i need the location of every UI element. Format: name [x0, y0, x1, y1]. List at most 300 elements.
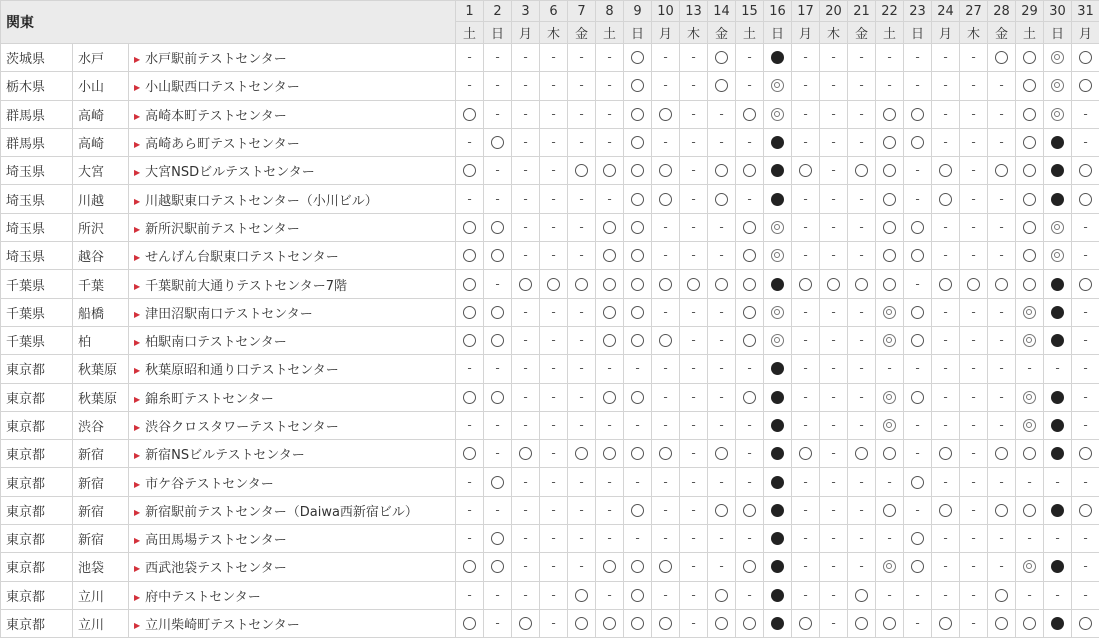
slot-cell[interactable] [736, 383, 764, 411]
slot-cell[interactable] [988, 440, 1016, 468]
slot-unavailable [484, 72, 512, 100]
slot-unavailable [932, 213, 960, 241]
slot-cell[interactable] [596, 270, 624, 298]
center-link[interactable]: 小山駅西口テストセンター [145, 80, 300, 95]
center-link[interactable]: 新宿駅前テストセンター（Daiwa西新宿ビル） [145, 505, 418, 520]
dash-icon: - [495, 589, 499, 602]
slot-cell[interactable] [624, 581, 652, 609]
slot-unavailable [960, 581, 988, 609]
slot-cell[interactable] [484, 468, 512, 496]
slot-cell[interactable] [568, 270, 596, 298]
slot-cell[interactable] [652, 157, 680, 185]
slot-unavailable [848, 553, 876, 581]
slot-cell[interactable] [932, 270, 960, 298]
slot-unavailable [960, 355, 988, 383]
slot-unavailable [568, 128, 596, 156]
slot-cell[interactable] [484, 326, 512, 354]
center-link[interactable]: 川越駅東口テストセンター（小川ビル） [145, 194, 378, 209]
slot-cell[interactable] [456, 100, 484, 128]
slot-cell[interactable] [736, 213, 764, 241]
slot-unavailable [820, 496, 848, 524]
slot-cell[interactable] [456, 242, 484, 270]
table-row [1, 128, 1099, 156]
slot-cell[interactable] [708, 72, 736, 100]
slot-cell[interactable] [484, 553, 512, 581]
slot-cell[interactable] [1016, 128, 1044, 156]
center-link[interactable]: 西武池袋テストセンター [145, 561, 287, 576]
full-filled-circle-icon [771, 476, 784, 489]
slot-cell[interactable] [568, 609, 596, 637]
center-link[interactable]: 千葉駅前大通りテストセンター7階 [145, 279, 347, 294]
slot-cell[interactable] [736, 298, 764, 326]
slot-cell[interactable] [708, 157, 736, 185]
slot-cell[interactable] [736, 609, 764, 637]
slot-cell[interactable] [764, 326, 792, 354]
available-circle-icon [463, 617, 476, 630]
slot-cell[interactable] [736, 270, 764, 298]
slot-unavailable [652, 213, 680, 241]
slot-cell[interactable] [652, 609, 680, 637]
available-circle-icon [659, 560, 672, 573]
dash-icon: - [1083, 419, 1087, 432]
slot-cell[interactable] [1016, 298, 1044, 326]
dash-icon: - [999, 108, 1003, 121]
dash-icon: - [747, 532, 751, 545]
slot-cell[interactable] [904, 213, 932, 241]
slot-cell[interactable] [904, 128, 932, 156]
dash-icon: - [831, 391, 835, 404]
slot-cell[interactable] [1072, 185, 1099, 213]
slot-cell[interactable] [988, 157, 1016, 185]
dash-icon: - [523, 221, 527, 234]
slot-cell[interactable] [624, 298, 652, 326]
slot-cell[interactable] [904, 242, 932, 270]
slot-cell[interactable] [596, 157, 624, 185]
slot-cell[interactable] [736, 100, 764, 128]
slot-cell[interactable] [904, 100, 932, 128]
slot-cell[interactable] [1016, 242, 1044, 270]
slot-cell[interactable] [1072, 609, 1099, 637]
slot-cell[interactable] [456, 440, 484, 468]
dash-icon: - [691, 617, 695, 630]
slot-cell[interactable] [596, 242, 624, 270]
slot-cell[interactable] [988, 581, 1016, 609]
slot-cell[interactable] [624, 270, 652, 298]
slot-cell[interactable] [764, 72, 792, 100]
slot-cell [1044, 609, 1072, 637]
dash-icon: - [1083, 306, 1087, 319]
slot-cell[interactable] [876, 383, 904, 411]
slot-cell[interactable] [988, 496, 1016, 524]
dash-icon: - [831, 362, 835, 375]
slot-cell[interactable] [624, 242, 652, 270]
slot-cell[interactable] [1044, 44, 1072, 72]
dash-icon: - [859, 391, 863, 404]
slot-cell[interactable] [1016, 383, 1044, 411]
slot-unavailable [960, 44, 988, 72]
slot-cell[interactable] [904, 553, 932, 581]
dash-icon: - [467, 362, 471, 375]
available-circle-icon [995, 504, 1008, 517]
slot-unavailable [512, 553, 540, 581]
slot-cell[interactable] [708, 609, 736, 637]
center-cell [129, 411, 456, 439]
slot-cell[interactable] [680, 270, 708, 298]
available-circle-icon [1079, 193, 1092, 206]
slot-cell[interactable] [904, 383, 932, 411]
slot-cell[interactable] [848, 440, 876, 468]
slot-cell[interactable] [1016, 326, 1044, 354]
available-circle-icon [939, 447, 952, 460]
schedule-body [1, 44, 1099, 638]
slot-cell[interactable] [624, 609, 652, 637]
available-circle-icon [491, 532, 504, 545]
slot-cell[interactable] [876, 440, 904, 468]
slot-unavailable [932, 383, 960, 411]
slot-cell[interactable] [708, 185, 736, 213]
slot-cell[interactable] [652, 326, 680, 354]
slot-cell[interactable] [1044, 72, 1072, 100]
slot-cell[interactable] [876, 213, 904, 241]
dash-icon: - [579, 419, 583, 432]
city-cell: 秋葉原 [73, 383, 129, 411]
dash-icon: - [915, 447, 919, 460]
slot-cell[interactable] [876, 185, 904, 213]
slot-cell[interactable] [484, 298, 512, 326]
slot-cell[interactable] [904, 525, 932, 553]
slot-unavailable [960, 383, 988, 411]
slot-cell[interactable] [624, 213, 652, 241]
slot-cell[interactable] [848, 581, 876, 609]
center-link[interactable]: 水戸駅前テストセンター [145, 52, 287, 67]
slot-cell[interactable] [624, 72, 652, 100]
available-circle-icon [715, 617, 728, 630]
slot-cell[interactable] [708, 581, 736, 609]
weekday-label: 金 [568, 22, 596, 44]
center-link[interactable]: 津田沼駅南口テストセンター [145, 307, 313, 322]
slot-cell[interactable] [708, 440, 736, 468]
slot-cell[interactable] [596, 383, 624, 411]
available-circle-icon [603, 278, 616, 291]
slot-cell[interactable] [932, 440, 960, 468]
slot-cell[interactable] [764, 100, 792, 128]
slot-cell[interactable] [1016, 496, 1044, 524]
center-cell [129, 100, 456, 128]
slot-cell[interactable] [456, 270, 484, 298]
center-link[interactable]: 錦糸町テストセンター [145, 392, 274, 407]
center-link[interactable]: 府中テストセンター [145, 590, 261, 605]
slot-cell[interactable] [456, 298, 484, 326]
slot-cell[interactable] [624, 440, 652, 468]
slot-unavailable [456, 411, 484, 439]
slot-cell[interactable] [568, 581, 596, 609]
slot-cell[interactable] [932, 185, 960, 213]
dash-icon: - [859, 419, 863, 432]
slot-unavailable [708, 355, 736, 383]
slot-cell[interactable] [876, 496, 904, 524]
slot-cell[interactable] [484, 128, 512, 156]
dash-icon: - [831, 334, 835, 347]
slot-cell[interactable] [848, 609, 876, 637]
full-filled-circle-icon [771, 193, 784, 206]
slot-cell[interactable] [876, 242, 904, 270]
few-seats-double-circle-icon [883, 334, 896, 347]
slot-cell [764, 553, 792, 581]
dash-icon: - [803, 306, 807, 319]
slot-cell[interactable] [988, 609, 1016, 637]
available-circle-icon [911, 334, 924, 347]
slot-cell[interactable] [568, 440, 596, 468]
slot-cell[interactable] [932, 496, 960, 524]
slot-cell[interactable] [904, 468, 932, 496]
slot-cell[interactable] [652, 553, 680, 581]
slot-cell[interactable] [456, 213, 484, 241]
slot-cell[interactable] [1016, 270, 1044, 298]
available-circle-icon [603, 447, 616, 460]
slot-cell[interactable] [624, 553, 652, 581]
available-circle-icon [883, 136, 896, 149]
prefecture-cell: 千葉県 [1, 298, 73, 326]
slot-cell[interactable] [736, 157, 764, 185]
center-link[interactable]: 新所沢駅前テストセンター [145, 222, 300, 237]
slot-unavailable [568, 326, 596, 354]
slot-unavailable [1072, 242, 1099, 270]
slot-cell[interactable] [652, 270, 680, 298]
slot-cell[interactable] [484, 525, 512, 553]
slot-cell[interactable] [540, 270, 568, 298]
slot-cell[interactable] [512, 440, 540, 468]
slot-cell[interactable] [1044, 242, 1072, 270]
slot-cell[interactable] [1072, 440, 1099, 468]
slot-cell[interactable] [568, 157, 596, 185]
slot-cell[interactable] [792, 157, 820, 185]
slot-unavailable [540, 213, 568, 241]
slot-cell[interactable] [624, 157, 652, 185]
slot-cell[interactable] [484, 383, 512, 411]
slot-unavailable [960, 525, 988, 553]
slot-unavailable [960, 100, 988, 128]
center-link[interactable]: 渋谷クロスタワーテストセンター [145, 420, 339, 435]
slot-cell[interactable] [596, 326, 624, 354]
slot-cell[interactable] [456, 609, 484, 637]
slot-cell[interactable] [876, 128, 904, 156]
slot-cell[interactable] [456, 326, 484, 354]
available-circle-icon [995, 447, 1008, 460]
slot-cell[interactable] [1016, 157, 1044, 185]
dash-icon: - [663, 51, 667, 64]
dash-icon: - [803, 334, 807, 347]
slot-cell[interactable] [708, 44, 736, 72]
slot-cell[interactable] [1072, 157, 1099, 185]
slot-cell[interactable] [484, 213, 512, 241]
center-link[interactable]: 高田馬場テストセンター [145, 533, 287, 548]
slot-unavailable [848, 411, 876, 439]
slot-cell[interactable] [708, 270, 736, 298]
slot-unavailable [652, 128, 680, 156]
slot-cell[interactable] [1072, 72, 1099, 100]
slot-cell[interactable] [876, 100, 904, 128]
slot-cell[interactable] [624, 128, 652, 156]
slot-unavailable [792, 128, 820, 156]
slot-cell[interactable] [708, 496, 736, 524]
slot-cell[interactable] [736, 326, 764, 354]
slot-cell[interactable] [1016, 100, 1044, 128]
slot-cell[interactable] [792, 440, 820, 468]
slot-cell[interactable] [596, 440, 624, 468]
slot-cell[interactable] [988, 270, 1016, 298]
dash-icon: - [887, 51, 891, 64]
slot-unavailable [932, 72, 960, 100]
slot-cell[interactable] [484, 242, 512, 270]
dash-icon: - [859, 221, 863, 234]
slot-unavailable [484, 157, 512, 185]
slot-cell[interactable] [1044, 213, 1072, 241]
slot-unavailable [792, 553, 820, 581]
dash-icon: - [551, 504, 555, 517]
slot-cell[interactable] [512, 270, 540, 298]
available-circle-icon [883, 504, 896, 517]
link-arrow-icon: ▶ [134, 310, 140, 319]
slot-cell[interactable] [960, 270, 988, 298]
slot-cell[interactable] [456, 383, 484, 411]
slot-cell[interactable] [820, 270, 848, 298]
slot-cell[interactable] [652, 440, 680, 468]
center-link[interactable]: 高崎本町テストセンター [145, 109, 287, 124]
slot-cell[interactable] [652, 185, 680, 213]
center-link[interactable]: せんげん台駅東口テストセンター [145, 250, 339, 265]
slot-cell[interactable] [1072, 270, 1099, 298]
slot-cell[interactable] [736, 553, 764, 581]
slot-unavailable [596, 72, 624, 100]
city-cell: 所沢 [73, 213, 129, 241]
slot-cell[interactable] [792, 609, 820, 637]
slot-cell[interactable] [512, 609, 540, 637]
slot-cell[interactable] [624, 383, 652, 411]
dash-icon: - [551, 362, 555, 375]
dash-icon: - [495, 617, 499, 630]
slot-cell[interactable] [904, 326, 932, 354]
slot-unavailable [848, 355, 876, 383]
slot-cell[interactable] [1016, 553, 1044, 581]
slot-cell[interactable] [596, 298, 624, 326]
dash-icon: - [831, 249, 835, 262]
slot-cell[interactable] [596, 213, 624, 241]
available-circle-icon [743, 504, 756, 517]
slot-cell[interactable] [1072, 496, 1099, 524]
dash-icon: - [887, 362, 891, 375]
slot-cell[interactable] [624, 496, 652, 524]
center-link[interactable]: 高崎あら町テストセンター [145, 137, 300, 152]
dash-icon: - [551, 221, 555, 234]
slot-cell[interactable] [652, 100, 680, 128]
slot-cell[interactable] [456, 553, 484, 581]
slot-cell[interactable] [876, 326, 904, 354]
slot-cell[interactable] [1016, 72, 1044, 100]
slot-cell[interactable] [876, 609, 904, 637]
slot-cell[interactable] [1016, 411, 1044, 439]
slot-cell[interactable] [932, 157, 960, 185]
slot-cell[interactable] [764, 242, 792, 270]
slot-cell[interactable] [764, 298, 792, 326]
link-arrow-icon: ▶ [134, 83, 140, 92]
slot-cell[interactable] [1016, 440, 1044, 468]
slot-cell[interactable] [1016, 185, 1044, 213]
center-link[interactable]: 柏駅南口テストセンター [145, 335, 287, 350]
full-filled-circle-icon [1051, 504, 1064, 517]
slot-unavailable [484, 270, 512, 298]
day-number: 24 [932, 1, 960, 22]
slot-cell[interactable] [876, 270, 904, 298]
dash-icon: - [803, 391, 807, 404]
slot-cell[interactable] [736, 242, 764, 270]
dash-icon: - [663, 136, 667, 149]
slot-unavailable [820, 242, 848, 270]
full-filled-circle-icon [771, 532, 784, 545]
slot-cell[interactable] [876, 157, 904, 185]
center-link[interactable]: 立川柴崎町テストセンター [145, 618, 300, 633]
slot-cell[interactable] [624, 185, 652, 213]
dash-icon: - [607, 419, 611, 432]
slot-unavailable [512, 100, 540, 128]
slot-cell[interactable] [876, 411, 904, 439]
slot-unavailable [848, 185, 876, 213]
available-circle-icon [603, 334, 616, 347]
slot-cell[interactable] [904, 298, 932, 326]
center-cell [129, 326, 456, 354]
slot-cell[interactable] [736, 496, 764, 524]
slot-cell[interactable] [764, 213, 792, 241]
slot-cell[interactable] [848, 270, 876, 298]
slot-cell[interactable] [1016, 44, 1044, 72]
slot-cell[interactable] [876, 298, 904, 326]
center-link[interactable]: 秋葉原昭和通り口テストセンター [145, 363, 339, 378]
slot-unavailable [820, 468, 848, 496]
slot-cell[interactable] [1072, 44, 1099, 72]
table-row [1, 72, 1099, 100]
dash-icon: - [523, 589, 527, 602]
slot-cell[interactable] [596, 553, 624, 581]
dash-icon: - [859, 560, 863, 573]
center-link[interactable]: 市ケ谷テストセンター [145, 477, 274, 492]
dash-icon: - [831, 221, 835, 234]
link-arrow-icon: ▶ [134, 140, 140, 149]
slot-cell[interactable] [624, 100, 652, 128]
slot-cell[interactable] [1016, 213, 1044, 241]
slot-cell[interactable] [876, 553, 904, 581]
slot-unavailable [988, 411, 1016, 439]
center-link[interactable]: 大宮NSDビルテストセンター [145, 165, 315, 180]
slot-cell[interactable] [848, 157, 876, 185]
slot-cell[interactable] [624, 44, 652, 72]
prefecture-cell: 茨城県 [1, 44, 73, 72]
slot-cell[interactable] [988, 44, 1016, 72]
link-arrow-icon: ▶ [134, 621, 140, 630]
few-seats-double-circle-icon [1051, 249, 1064, 262]
few-seats-double-circle-icon [1051, 221, 1064, 234]
slot-unavailable [960, 609, 988, 637]
center-link[interactable]: 新宿NSビルテストセンター [145, 448, 305, 463]
slot-cell[interactable] [932, 609, 960, 637]
slot-cell[interactable] [1016, 609, 1044, 637]
slot-cell[interactable] [624, 326, 652, 354]
slot-cell[interactable] [456, 157, 484, 185]
slot-cell[interactable] [1044, 100, 1072, 128]
available-circle-icon [1023, 193, 1036, 206]
slot-cell[interactable] [596, 609, 624, 637]
slot-cell[interactable] [792, 270, 820, 298]
slot-unavailable [820, 440, 848, 468]
slot-unavailable [540, 44, 568, 72]
